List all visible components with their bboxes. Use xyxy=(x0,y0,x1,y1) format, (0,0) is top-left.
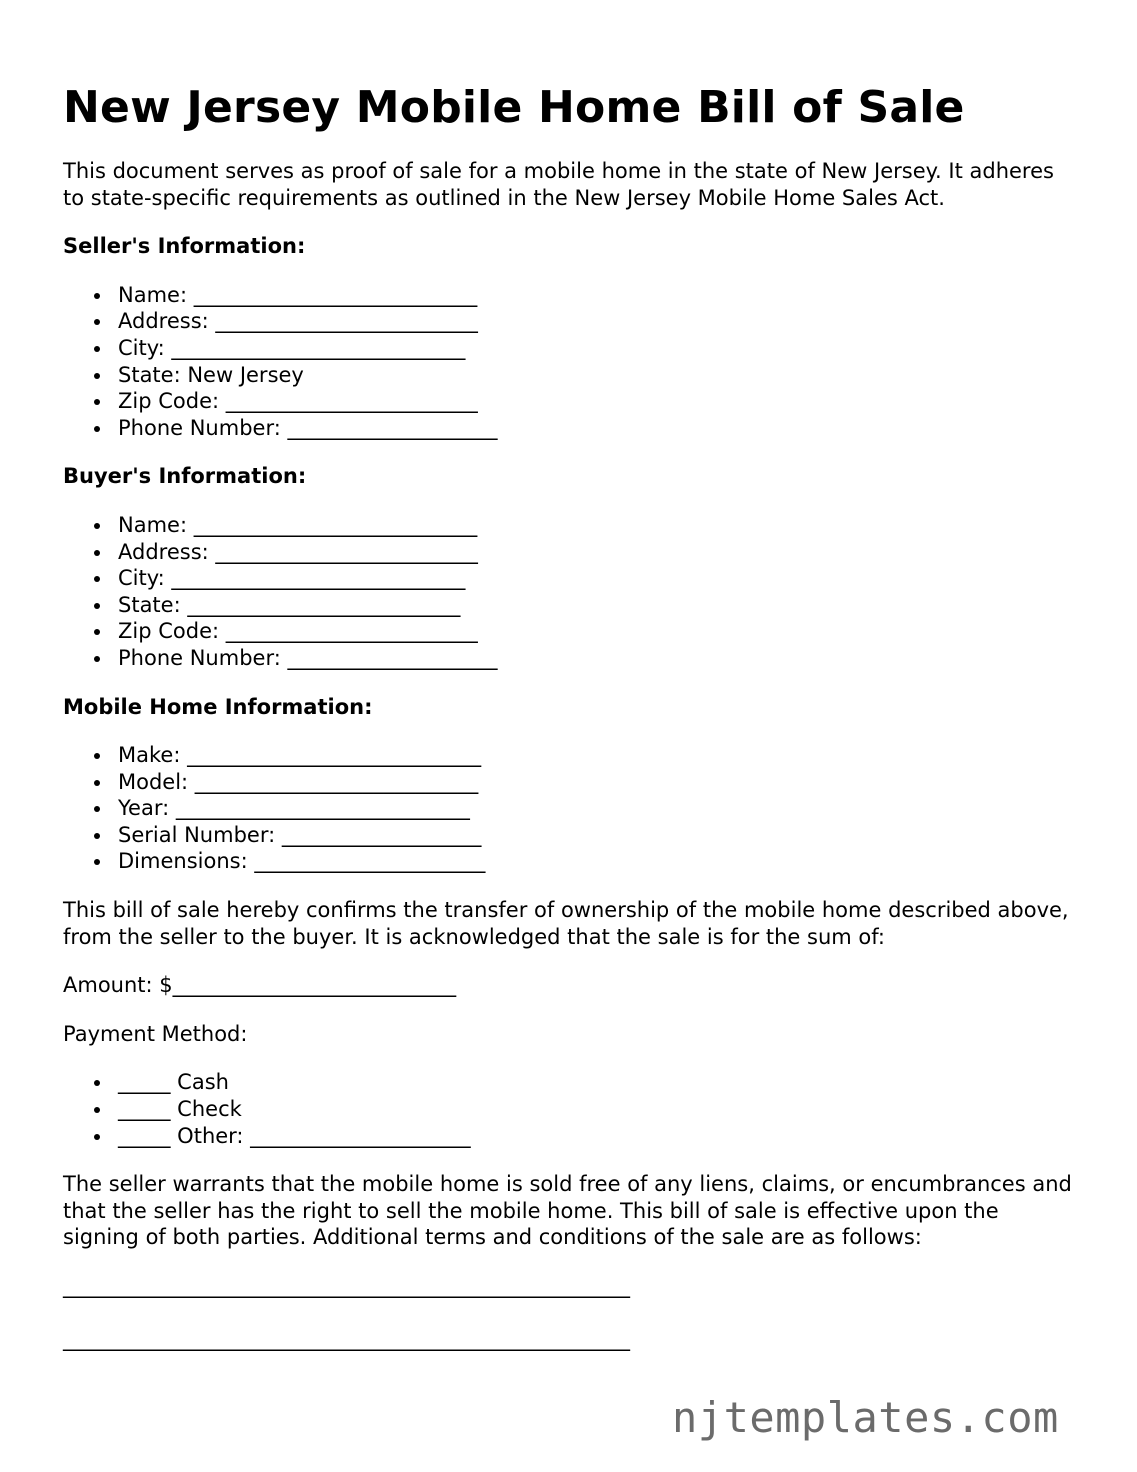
buyer-list xyxy=(63,512,1073,672)
payment-method-list xyxy=(63,1069,1073,1149)
dimensions-field: Dimensions: ______________________ xyxy=(118,848,1073,875)
payment-method-label: Payment Method: xyxy=(63,1021,248,1046)
serial-number-field: Serial Number: ___________________ xyxy=(118,822,1073,849)
seller-city-field: City: ____________________________ xyxy=(118,335,1073,362)
transfer-paragraph: This bill of sale hereby confirms the transfer of ownership of the mobile home described above, from the seller to the buyer. It is acknowledged that the sale is for the sum of: xyxy=(63,898,1069,949)
seller-state-field: State: New Jersey xyxy=(118,362,1073,389)
terms-line: ______________________________________________________ xyxy=(63,1326,630,1351)
buyer-address-field: Address: _________________________ xyxy=(118,539,1073,566)
seller-zip-field: Zip Code: ________________________ xyxy=(118,388,1073,415)
buyer-phone-field: Phone Number: ____________________ xyxy=(118,645,1073,672)
intro-paragraph: This document serves as proof of sale for a mobile home in the state of New Jersey. It adheres to state-specific requirements as outlined in the New Jersey Mobile Home Sales Act. xyxy=(63,159,1054,210)
mobile-home-heading: Mobile Home Information: xyxy=(63,694,373,719)
seller-list xyxy=(63,282,1073,442)
warranty-paragraph: The seller warrants that the mobile home is sold free of any liens, claims, or encumbrances and that the seller has the right to sell the mobile home. This bill of sale is effective upon the signing of both parties. Additional terms and conditions of the sale are as follows: xyxy=(63,1172,1072,1250)
amount-field: Amount: $___________________________ xyxy=(63,973,457,998)
buyer-city-field: City: ____________________________ xyxy=(118,565,1073,592)
seller-name-field: Name: ___________________________ xyxy=(118,282,1073,309)
mobile-home-list xyxy=(63,742,1073,875)
document-page xyxy=(63,78,1073,1378)
buyer-zip-field: Zip Code: ________________________ xyxy=(118,618,1073,645)
seller-heading: Seller's Information: xyxy=(63,234,306,259)
terms-line: ______________________________________________________ xyxy=(63,1274,630,1298)
seller-phone-field: Phone Number: ____________________ xyxy=(118,415,1073,442)
document-title: New Jersey Mobile Home Bill of Sale xyxy=(63,82,965,133)
buyer-heading: Buyer's Information: xyxy=(63,464,307,489)
buyer-name-field: Name: ___________________________ xyxy=(118,512,1073,539)
payment-cash-option: _____ Cash xyxy=(118,1069,1073,1096)
year-field: Year: ____________________________ xyxy=(118,795,1073,822)
buyer-state-field: State: __________________________ xyxy=(118,592,1073,619)
payment-other-option: _____ Other: _____________________ xyxy=(118,1123,1073,1150)
payment-check-option: _____ Check xyxy=(118,1096,1073,1123)
seller-address-field: Address: _________________________ xyxy=(118,308,1073,335)
model-field: Model: ___________________________ xyxy=(118,769,1073,796)
watermark-logo: njtemplates.com xyxy=(672,1393,1059,1442)
make-field: Make: ____________________________ xyxy=(118,742,1073,769)
